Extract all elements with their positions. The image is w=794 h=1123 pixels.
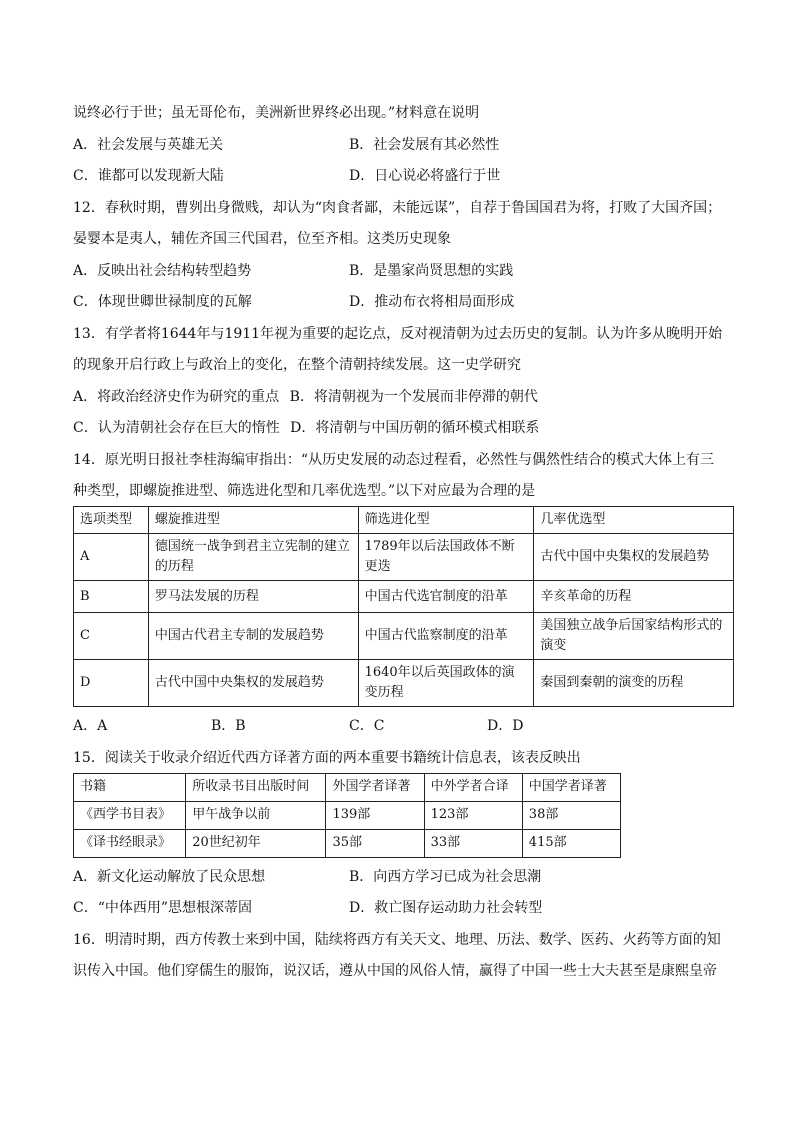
table-header-cell: 所收录书目出版时间: [186, 773, 326, 801]
table-cell: 35部: [326, 829, 424, 857]
q13-option-b[interactable]: B．将清朝视为一个发展而非停滞的朝代: [289, 388, 538, 405]
q15-options-row-2: [73, 895, 733, 921]
table-cell: 美国独立战争后国家结构形式的演变: [534, 613, 734, 660]
exam-page: [73, 100, 733, 990]
q15-option-a[interactable]: A．新文化运动解放了民众思想: [73, 868, 266, 885]
q11-option-c[interactable]: C．谁都可以发现新大陆: [73, 168, 224, 184]
table-header-cell: 中外学者合译: [424, 773, 522, 801]
q16-stem-line-2: 识传入中国。他们穿儒生的服饰，说汉话，遵从中国的风俗人情，赢得了中国一些士大夫甚至是康熙皇帝: [73, 963, 717, 979]
q13-options-row-2: [73, 415, 733, 441]
q15-stem: 15．阅读关于收录介绍近代西方译著方面的两本重要书籍统计信息表，该表反映出: [73, 749, 581, 766]
table-cell: 中国古代君主专制的发展趋势: [148, 613, 358, 660]
table-cell: 中国古代选官制度的沿革: [358, 581, 534, 613]
table-cell: 中国古代监察制度的沿革: [358, 613, 534, 660]
q14-option-d[interactable]: D．D: [487, 718, 524, 734]
table-header-cell: 外国学者译著: [326, 773, 424, 801]
table-cell: 甲午战争以前: [186, 801, 326, 829]
q15-option-b[interactable]: B．向西方学习已成为社会思潮: [349, 868, 542, 885]
q15-option-c[interactable]: C．“中体西用”思想根深蒂固: [73, 900, 253, 916]
q15-table-row-2: [74, 829, 621, 857]
table-cell: 《译书经眼录》: [74, 829, 186, 857]
q11-options-row-1: [73, 132, 733, 158]
table-cell: 415部: [522, 829, 620, 857]
q12-stem-line-1: 12．春秋时期，曹刿出身微贱，却认为“肉食者鄙，未能远谋”，自荐于鲁国国君为将，打败了大国齐国；: [73, 199, 722, 216]
table-header-cell: 螺旋推进型: [148, 507, 358, 534]
table-cell: 秦国到秦朝的演变的历程: [534, 660, 734, 707]
table-cell: B: [74, 581, 149, 613]
table-cell: A: [74, 534, 149, 581]
q13-options-row-1: [73, 384, 733, 410]
q11-options-row-2: [73, 163, 733, 189]
table-cell: 德国统一战争到君主立宪制的建立的历程: [148, 534, 358, 581]
q11-option-b[interactable]: B．社会发展有其必然性: [349, 136, 500, 153]
q15-table: [73, 773, 621, 858]
table-header-cell: 选项类型: [74, 507, 149, 534]
q14-table: [73, 506, 734, 707]
q12-option-d[interactable]: D．推动布衣将相局面形成: [349, 294, 515, 310]
q15-option-d[interactable]: D．救亡图存运动助力社会转型: [349, 900, 543, 916]
table-cell: 罗马法发展的历程: [148, 581, 358, 613]
q12-options-row-2: [73, 289, 733, 315]
table-cell: 33部: [424, 829, 522, 857]
q14-stem-line-1: 14．原光明日报社李桂海编审指出：“从历史发展的动态过程看，必然性与偶然性结合的模式大体上有三: [73, 451, 714, 468]
q14-option-c[interactable]: C．C: [349, 718, 385, 734]
table-cell: 1640年以后英国政体的演变历程: [358, 660, 534, 707]
q15-table-row-1: [74, 801, 621, 829]
q13-option-c[interactable]: C．认为清朝社会存在巨大的惰性: [73, 420, 280, 436]
q14-table-row-d: [74, 660, 734, 707]
table-cell: 辛亥革命的历程: [534, 581, 734, 613]
q12-option-a[interactable]: A．反映出社会结构转型趋势: [73, 262, 252, 279]
q14-table-row-c: [74, 613, 734, 660]
table-header-cell: 几率优选型: [534, 507, 734, 534]
table-cell: D: [74, 660, 149, 707]
table-cell: 古代中国中央集权的发展趋势: [534, 534, 734, 581]
table-header-cell: 书籍: [74, 773, 186, 801]
q14-table-row-b: [74, 581, 734, 613]
table-cell: C: [74, 613, 149, 660]
q14-table-row-a: [74, 534, 734, 581]
table-cell: 139部: [326, 801, 424, 829]
table-cell: 《西学书目表》: [74, 801, 186, 829]
q14-option-a[interactable]: A．A: [73, 718, 108, 734]
q12-option-c[interactable]: C．体现世卿世禄制度的瓦解: [73, 294, 252, 310]
q13-stem-line-2: 的现象开启行政上与政治上的变化，在整个清朝持续发展。这一史学研究: [73, 357, 521, 373]
q15-options-row-1: [73, 864, 733, 890]
q12-option-b[interactable]: B．是墨家尚贤思想的实践: [349, 262, 514, 279]
q16-stem-line-1: 16．明清时期，西方传教士来到中国，陆续将西方有关天文、地理、历法、数学、医药、火药等方面的知: [73, 931, 721, 948]
table-cell: 1789年以后法国政体不断更迭: [358, 534, 534, 581]
table-cell: 123部: [424, 801, 522, 829]
q11-option-a[interactable]: A．社会发展与英雄无关: [73, 136, 224, 153]
q14-stem-line-2: 种类型，即螺旋推进型、筛选进化型和几率优选型。”以下对应最为合理的是: [73, 483, 536, 499]
q12-options-row-1: [73, 258, 733, 284]
table-cell: 古代中国中央集权的发展趋势: [148, 660, 358, 707]
table-header-cell: 筛选进化型: [358, 507, 534, 534]
table-header-cell: 中国学者译著: [522, 773, 620, 801]
q13-option-d[interactable]: D．将清朝与中国历朝的循环模式相联系: [290, 420, 540, 436]
q11-option-d[interactable]: D．日心说必将盛行于世: [349, 168, 501, 184]
q14-options-row: [73, 713, 733, 739]
table-cell: 20世纪初年: [186, 829, 326, 857]
q13-stem-line-1: 13．有学者将1644年与1911年视为重要的起讫点，反对视清朝为过去历史的复制。认为许多从晚明开始: [73, 325, 723, 342]
q14-option-b[interactable]: B．B: [211, 718, 246, 734]
q13-option-a[interactable]: A．将政治经济史作为研究的重点: [73, 388, 280, 405]
table-cell: 38部: [522, 801, 620, 829]
q12-stem-line-2: 晏婴本是夷人，辅佐齐国三代国君，位至齐相。这类历史现象: [73, 231, 451, 247]
q14-table-header-row: [74, 507, 734, 534]
q11-stem-tail: 说终必行于世；虽无哥伦布，美洲新世界终必出现。”材料意在说明: [73, 105, 480, 121]
q15-table-header-row: [74, 773, 621, 801]
